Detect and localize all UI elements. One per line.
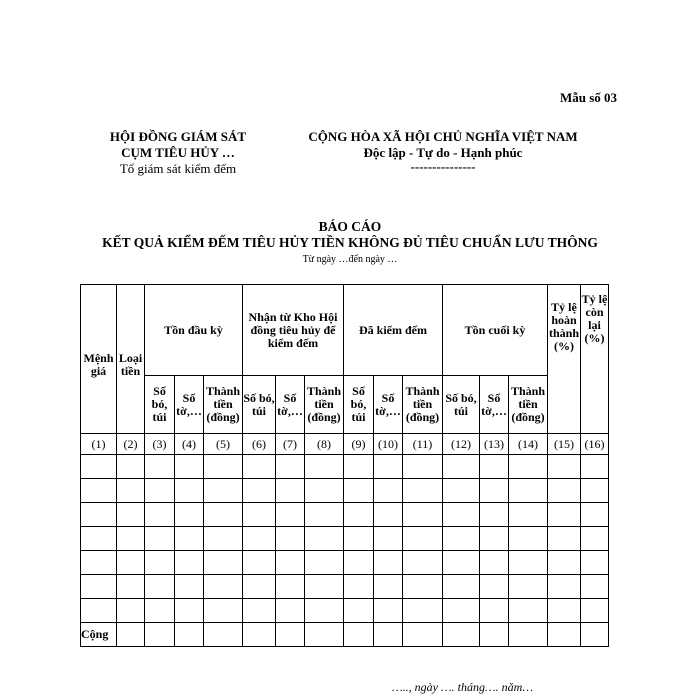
sub-so-bo-tui: Số bó, túi (443, 376, 480, 434)
sub-so-to: Số tờ,… (175, 376, 204, 434)
header-da-kiem-dem: Đã kiểm đếm (344, 285, 443, 376)
report-title-line1: BÁO CÁO (318, 219, 382, 234)
header-ty-le-con-lai: Tỷ lệ còn lại (%) (581, 285, 609, 434)
col-number: (11) (403, 434, 443, 455)
col-number: (2) (117, 434, 145, 455)
sub-so-bo-tui: Số bó, túi (145, 376, 175, 434)
issuing-body-line2: CỤM TIÊU HỦY … (121, 145, 235, 160)
header-ton-dau-ky: Tồn đầu kỳ (145, 285, 243, 376)
column-number-row (81, 434, 609, 455)
table-row (81, 551, 609, 575)
sub-thanh-tien: Thành tiền (đồng) (403, 376, 443, 434)
col-number: (15) (548, 434, 581, 455)
report-title (0, 219, 700, 251)
col-number: (16) (581, 434, 609, 455)
issuing-body-line3: Tổ giám sát kiểm đếm (119, 161, 237, 176)
national-motto: Độc lập - Tự do - Hạnh phúc (363, 145, 523, 160)
col-number: (9) (344, 434, 374, 455)
col-number: (7) (276, 434, 305, 455)
col-number: (1) (81, 434, 117, 455)
header-ton-cuoi-ky: Tồn cuối kỳ (443, 285, 548, 376)
date-line: ….., ngày …. tháng…. năm… (392, 680, 534, 694)
header-loai-tien: Loại tiền (117, 285, 145, 434)
issuing-body-line1: HỘI ĐỒNG GIÁM SÁT (109, 129, 247, 144)
table-row (81, 599, 609, 623)
col-number: (5) (204, 434, 243, 455)
sub-so-bo-tui: Số bó, túi (344, 376, 374, 434)
total-row (81, 623, 609, 647)
col-number: (13) (480, 434, 509, 455)
table-row (81, 527, 609, 551)
report-table (80, 284, 609, 647)
sub-thanh-tien: Thành tiền (đồng) (305, 376, 344, 434)
sub-so-to: Số tờ,… (480, 376, 509, 434)
col-number: (14) (509, 434, 548, 455)
national-header (290, 129, 596, 173)
national-title: CỘNG HÒA XÃ HỘI CHỦ NGHĨA VIỆT NAM (308, 129, 578, 144)
report-title-line2: KẾT QUẢ KIỂM ĐẾM TIÊU HỦY TIỀN KHÔNG ĐỦ TIÊU CHUẨN LƯU THÔNG (102, 235, 598, 250)
table-row (81, 503, 609, 527)
sub-thanh-tien: Thành tiền (đồng) (509, 376, 548, 434)
header-nhan-tu-kho: Nhận từ Kho Hội đồng tiêu hủy để kiểm đếm (243, 285, 344, 376)
col-number: (3) (145, 434, 175, 455)
sub-so-bo-tui: Số bó, túi (243, 376, 276, 434)
col-number: (10) (374, 434, 403, 455)
table-row (81, 575, 609, 599)
total-label: Cộng (81, 623, 117, 647)
sub-so-to: Số tờ,… (276, 376, 305, 434)
report-period: Từ ngày …đến ngày … (302, 254, 398, 265)
sub-thanh-tien: Thành tiền (đồng) (204, 376, 243, 434)
issuing-body-header (96, 129, 260, 177)
table-row (81, 479, 609, 503)
col-number: (4) (175, 434, 204, 455)
col-number: (6) (243, 434, 276, 455)
col-number: (12) (443, 434, 480, 455)
sub-so-to: Số tờ,… (374, 376, 403, 434)
national-divider: --------------- (410, 159, 476, 174)
header-ty-le-hoan-thanh: Tỷ lệ hoàn thành (%) (548, 285, 581, 434)
header-menh-gia: Mệnh giá (81, 285, 117, 434)
form-code: Mẫu số 03 (559, 90, 617, 105)
table-row (81, 455, 609, 479)
col-number: (8) (305, 434, 344, 455)
